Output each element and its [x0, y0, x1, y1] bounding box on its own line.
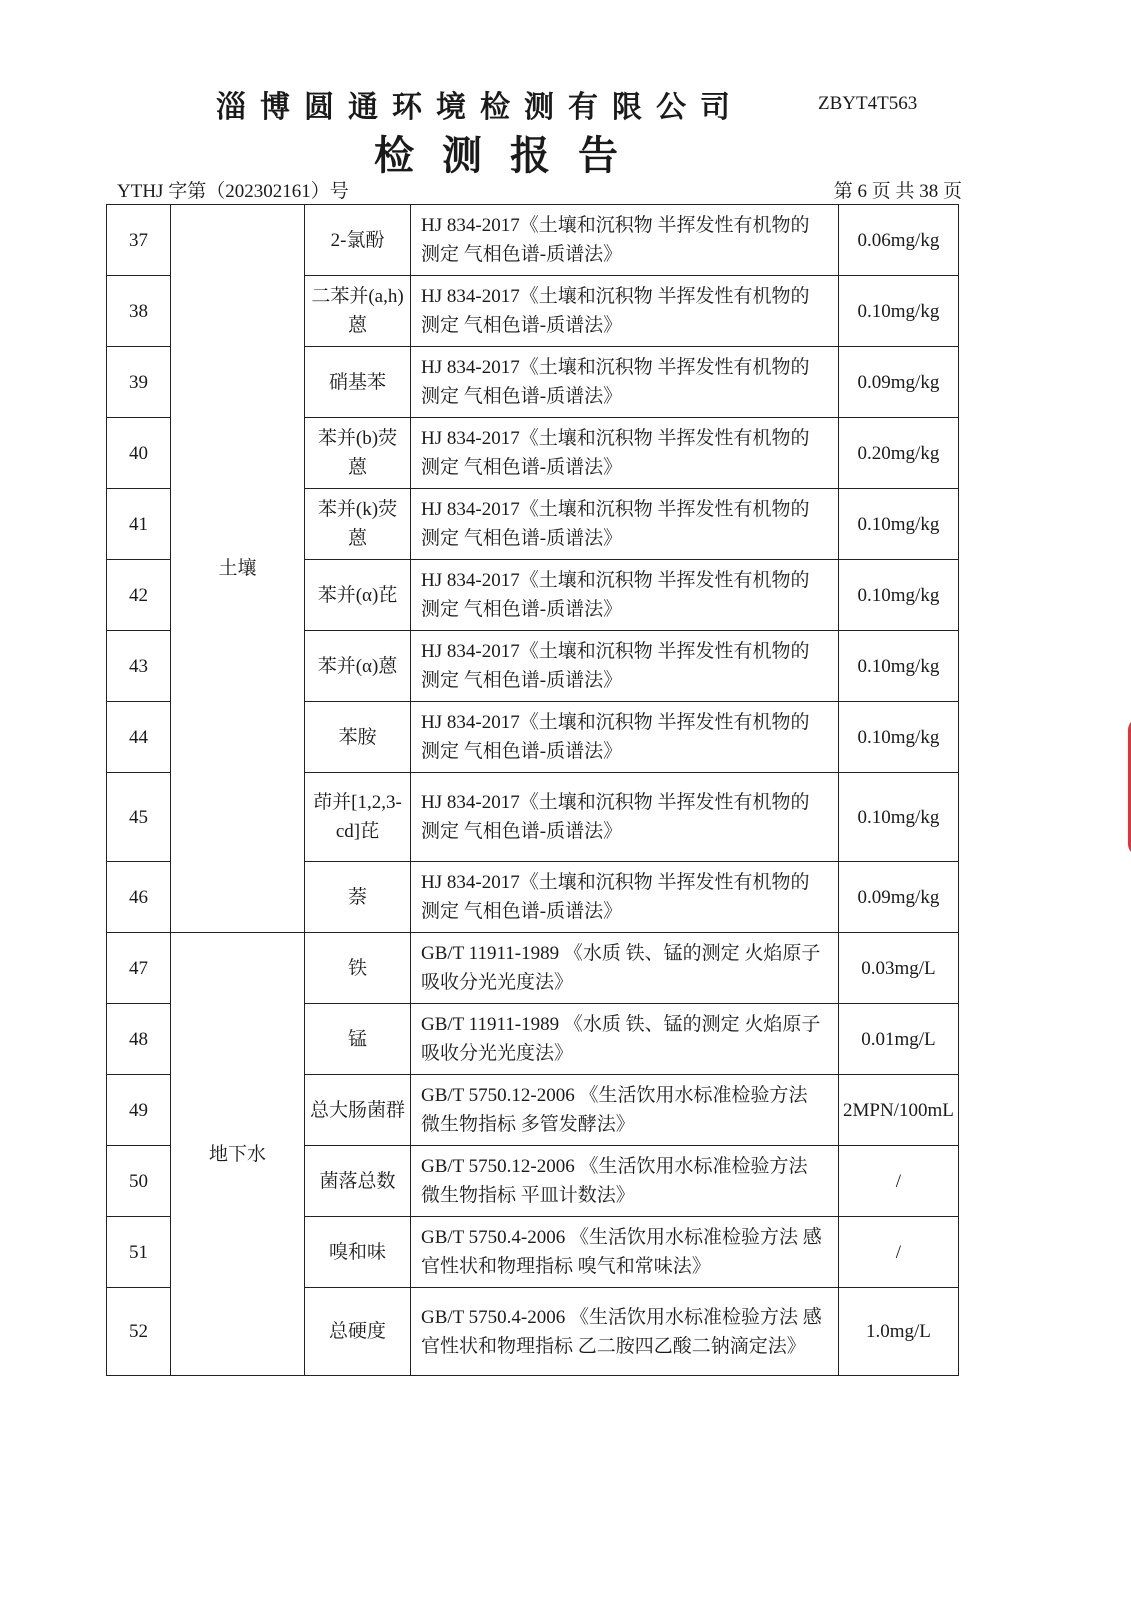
- row-number-cell: 48: [107, 1004, 171, 1075]
- row-number-cell: 43: [107, 631, 171, 702]
- detection-limit-cell: 0.09mg/kg: [839, 862, 959, 933]
- detection-limit-cell: 0.10mg/kg: [839, 276, 959, 347]
- row-number-cell: 41: [107, 489, 171, 560]
- test-item-cell: 二苯并(a,h)蒽: [305, 276, 411, 347]
- test-item-cell: 菌落总数: [305, 1146, 411, 1217]
- row-number-cell: 42: [107, 560, 171, 631]
- detection-limit-cell: /: [839, 1146, 959, 1217]
- method-cell: HJ 834-2017《土壤和沉积物 半挥发性有机物的测定 气相色谱-质谱法》: [411, 631, 839, 702]
- detection-limit-cell: 1.0mg/L: [839, 1288, 959, 1376]
- test-item-cell: 嗅和味: [305, 1217, 411, 1288]
- table-row: [107, 933, 959, 1004]
- test-item-cell: 铁: [305, 933, 411, 1004]
- test-item-cell: 苯胺: [305, 702, 411, 773]
- detection-limit-cell: 0.10mg/kg: [839, 489, 959, 560]
- method-cell: HJ 834-2017《土壤和沉积物 半挥发性有机物的测定 气相色谱-质谱法》: [411, 418, 839, 489]
- test-item-cell: 萘: [305, 862, 411, 933]
- detection-limit-cell: 0.10mg/kg: [839, 631, 959, 702]
- row-number-cell: 37: [107, 205, 171, 276]
- row-number-cell: 51: [107, 1217, 171, 1288]
- row-number-cell: 46: [107, 862, 171, 933]
- row-number-cell: 39: [107, 347, 171, 418]
- report-number: YTHJ 字第（202302161）号: [117, 181, 349, 202]
- method-cell: HJ 834-2017《土壤和沉积物 半挥发性有机物的测定 气相色谱-质谱法》: [411, 702, 839, 773]
- test-item-cell: 苯并(b)荧蒽: [305, 418, 411, 489]
- method-cell: HJ 834-2017《土壤和沉积物 半挥发性有机物的测定 气相色谱-质谱法》: [411, 205, 839, 276]
- row-number-cell: 47: [107, 933, 171, 1004]
- method-cell: GB/T 5750.12-2006 《生活饮用水标准检验方法 微生物指标 多管发酵法》: [411, 1075, 839, 1146]
- test-item-cell: 2-氯酚: [305, 205, 411, 276]
- table-row: [107, 205, 959, 276]
- report-title: 检测报告: [374, 133, 646, 178]
- test-item-cell: 硝基苯: [305, 347, 411, 418]
- category-cell: 地下水: [171, 933, 305, 1376]
- category-cell: 土壤: [171, 205, 305, 933]
- row-number-cell: 50: [107, 1146, 171, 1217]
- row-number-cell: 49: [107, 1075, 171, 1146]
- detection-limit-cell: 0.10mg/kg: [839, 702, 959, 773]
- company-name: 淄博圆通环境检测有限公司: [216, 91, 744, 124]
- test-item-cell: 苯并(α)芘: [305, 560, 411, 631]
- method-cell: HJ 834-2017《土壤和沉积物 半挥发性有机物的测定 气相色谱-质谱法》: [411, 347, 839, 418]
- detection-limit-cell: 0.03mg/L: [839, 933, 959, 1004]
- method-cell: HJ 834-2017《土壤和沉积物 半挥发性有机物的测定 气相色谱-质谱法》: [411, 773, 839, 862]
- test-item-cell: 锰: [305, 1004, 411, 1075]
- detection-limit-cell: /: [839, 1217, 959, 1288]
- detection-limit-cell: 0.20mg/kg: [839, 418, 959, 489]
- method-cell: HJ 834-2017《土壤和沉积物 半挥发性有机物的测定 气相色谱-质谱法》: [411, 489, 839, 560]
- detection-limit-cell: 0.09mg/kg: [839, 347, 959, 418]
- method-cell: GB/T 5750.12-2006 《生活饮用水标准检验方法 微生物指标 平皿计数法》: [411, 1146, 839, 1217]
- method-cell: GB/T 5750.4-2006 《生活饮用水标准检验方法 感官性状和物理指标 嗅气和常味法》: [411, 1217, 839, 1288]
- test-item-cell: 茚并[1,2,3-cd]芘: [305, 773, 411, 862]
- document-code: ZBYT4T563: [818, 93, 918, 114]
- row-number-cell: 45: [107, 773, 171, 862]
- row-number-cell: 40: [107, 418, 171, 489]
- method-cell: GB/T 11911-1989 《水质 铁、锰的测定 火焰原子吸收分光光度法》: [411, 1004, 839, 1075]
- row-number-cell: 38: [107, 276, 171, 347]
- detection-limit-cell: 0.01mg/L: [839, 1004, 959, 1075]
- detection-method-table: [106, 204, 959, 1376]
- method-cell: HJ 834-2017《土壤和沉积物 半挥发性有机物的测定 气相色谱-质谱法》: [411, 862, 839, 933]
- row-number-cell: 44: [107, 702, 171, 773]
- method-cell: HJ 834-2017《土壤和沉积物 半挥发性有机物的测定 气相色谱-质谱法》: [411, 560, 839, 631]
- detection-limit-cell: 0.10mg/kg: [839, 773, 959, 862]
- row-number-cell: 52: [107, 1288, 171, 1376]
- method-cell: GB/T 5750.4-2006 《生活饮用水标准检验方法 感官性状和物理指标 乙二胺四乙酸二钠滴定法》: [411, 1288, 839, 1376]
- detection-limit-cell: 2MPN/100mL: [839, 1075, 959, 1146]
- test-item-cell: 苯并(α)蒽: [305, 631, 411, 702]
- test-item-cell: 总大肠菌群: [305, 1075, 411, 1146]
- method-cell: HJ 834-2017《土壤和沉积物 半挥发性有机物的测定 气相色谱-质谱法》: [411, 276, 839, 347]
- detection-limit-cell: 0.06mg/kg: [839, 205, 959, 276]
- test-item-cell: 苯并(k)荧蒽: [305, 489, 411, 560]
- test-item-cell: 总硬度: [305, 1288, 411, 1376]
- detection-limit-cell: 0.10mg/kg: [839, 560, 959, 631]
- method-cell: GB/T 11911-1989 《水质 铁、锰的测定 火焰原子吸收分光光度法》: [411, 933, 839, 1004]
- page-indicator: 第 6 页 共 38 页: [833, 181, 962, 202]
